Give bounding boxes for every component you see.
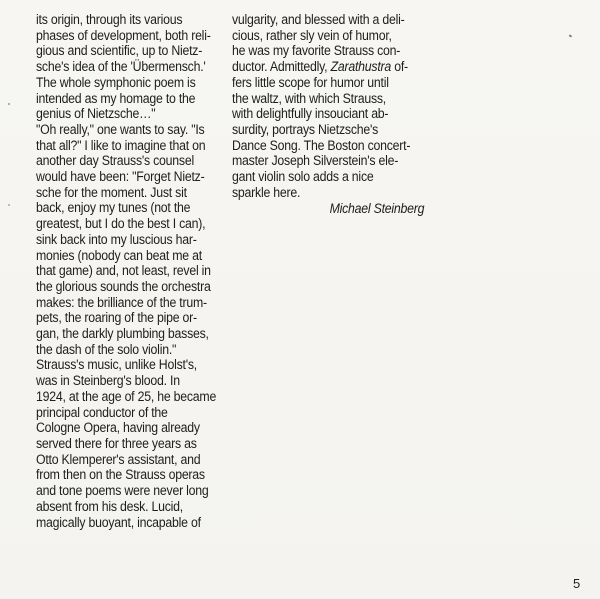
- text-fragment: of-: [391, 59, 408, 75]
- text-line: its origin, through its various: [36, 12, 183, 27]
- text-line: pets, the roaring of the pipe or-: [36, 310, 197, 326]
- text-line: Dance Song. The Boston concert-: [232, 137, 411, 153]
- text-line: that all?" I like to imagine that on: [36, 137, 206, 153]
- text-line: fers little scope for humor until: [232, 74, 389, 90]
- text-fragment: ductor. Admittedly,: [232, 59, 331, 75]
- text-line: intended as my homage to the: [36, 90, 196, 106]
- scan-speck: [8, 204, 10, 206]
- text-line: sche for the moment. Just sit: [36, 184, 187, 200]
- text-line: gant violin solo adds a nice: [232, 169, 374, 185]
- text-line: genius of Nietzsche…": [36, 106, 156, 122]
- text-line: gan, the darkly plumbing basses,: [36, 326, 209, 342]
- text-line: "Oh really," one wants to say. "Is: [36, 121, 205, 137]
- text-line: Cologne Opera, having already: [36, 420, 200, 436]
- text-line: he was my favorite Strauss con-: [232, 43, 401, 59]
- text-line: Strauss's music, unlike Holst's,: [36, 357, 197, 373]
- text-line: master Joseph Silverstein's ele-: [232, 153, 399, 169]
- text-line: phases of development, both reli-: [36, 27, 211, 43]
- left-text-column: [36, 12, 217, 530]
- text-line: from then on the Strauss operas: [36, 467, 205, 483]
- text-line: with delightfully insouciant ab-: [232, 106, 389, 122]
- text-line: the glorious sounds the orchestra: [36, 278, 211, 294]
- right-text-column: [232, 12, 425, 217]
- text-line: vulgarity, and blessed with a deli-: [232, 12, 405, 27]
- text-line: magically buoyant, incapable of: [36, 514, 201, 530]
- scan-speck: [8, 103, 10, 105]
- text-line: the waltz, with which Strauss,: [232, 90, 386, 106]
- text-line: The whole symphonic poem is: [36, 74, 196, 90]
- text-line: absent from his desk. Lucid,: [36, 498, 183, 514]
- page-number: 5: [573, 576, 581, 591]
- text-line: Otto Klemperer's assistant, and: [36, 451, 201, 467]
- text-line: 1924, at the age of 25, he became: [36, 388, 217, 404]
- text-line: gious and scientific, up to Nietz-: [36, 43, 203, 59]
- work-title-italic: Zarathustra: [330, 59, 392, 75]
- text-line: was in Steinberg's blood. In: [36, 373, 180, 389]
- text-line: [232, 59, 416, 75]
- text-line: another day Strauss's counsel: [36, 153, 194, 169]
- text-line: principal conductor of the: [36, 404, 168, 420]
- text-line: that game) and, not least, revel in: [36, 263, 211, 279]
- text-line: served there for three years as: [36, 435, 197, 451]
- text-line: and tone poems were never long: [36, 483, 209, 499]
- text-line: makes: the brilliance of the trum-: [36, 294, 207, 310]
- text-line: sink back into my luscious har-: [36, 231, 197, 247]
- text-line: sparkle here.: [232, 184, 301, 200]
- text-line: monies (nobody can beat me at: [36, 247, 202, 263]
- text-line: surdity, portrays Nietzsche's: [232, 121, 379, 137]
- text-line: sche's idea of the 'Übermensch.': [36, 59, 206, 75]
- text-line: would have been: "Forget Nietz-: [36, 169, 205, 185]
- author-signature: Michael Steinberg: [329, 201, 425, 217]
- scan-speck: [569, 34, 572, 37]
- text-line: cious, rather sly vein of humor,: [232, 27, 392, 43]
- text-line: greatest, but I do the best I can),: [36, 216, 206, 232]
- text-line: back, enjoy my tunes (not the: [36, 200, 191, 216]
- text-line: the dash of the solo violin.": [36, 341, 177, 357]
